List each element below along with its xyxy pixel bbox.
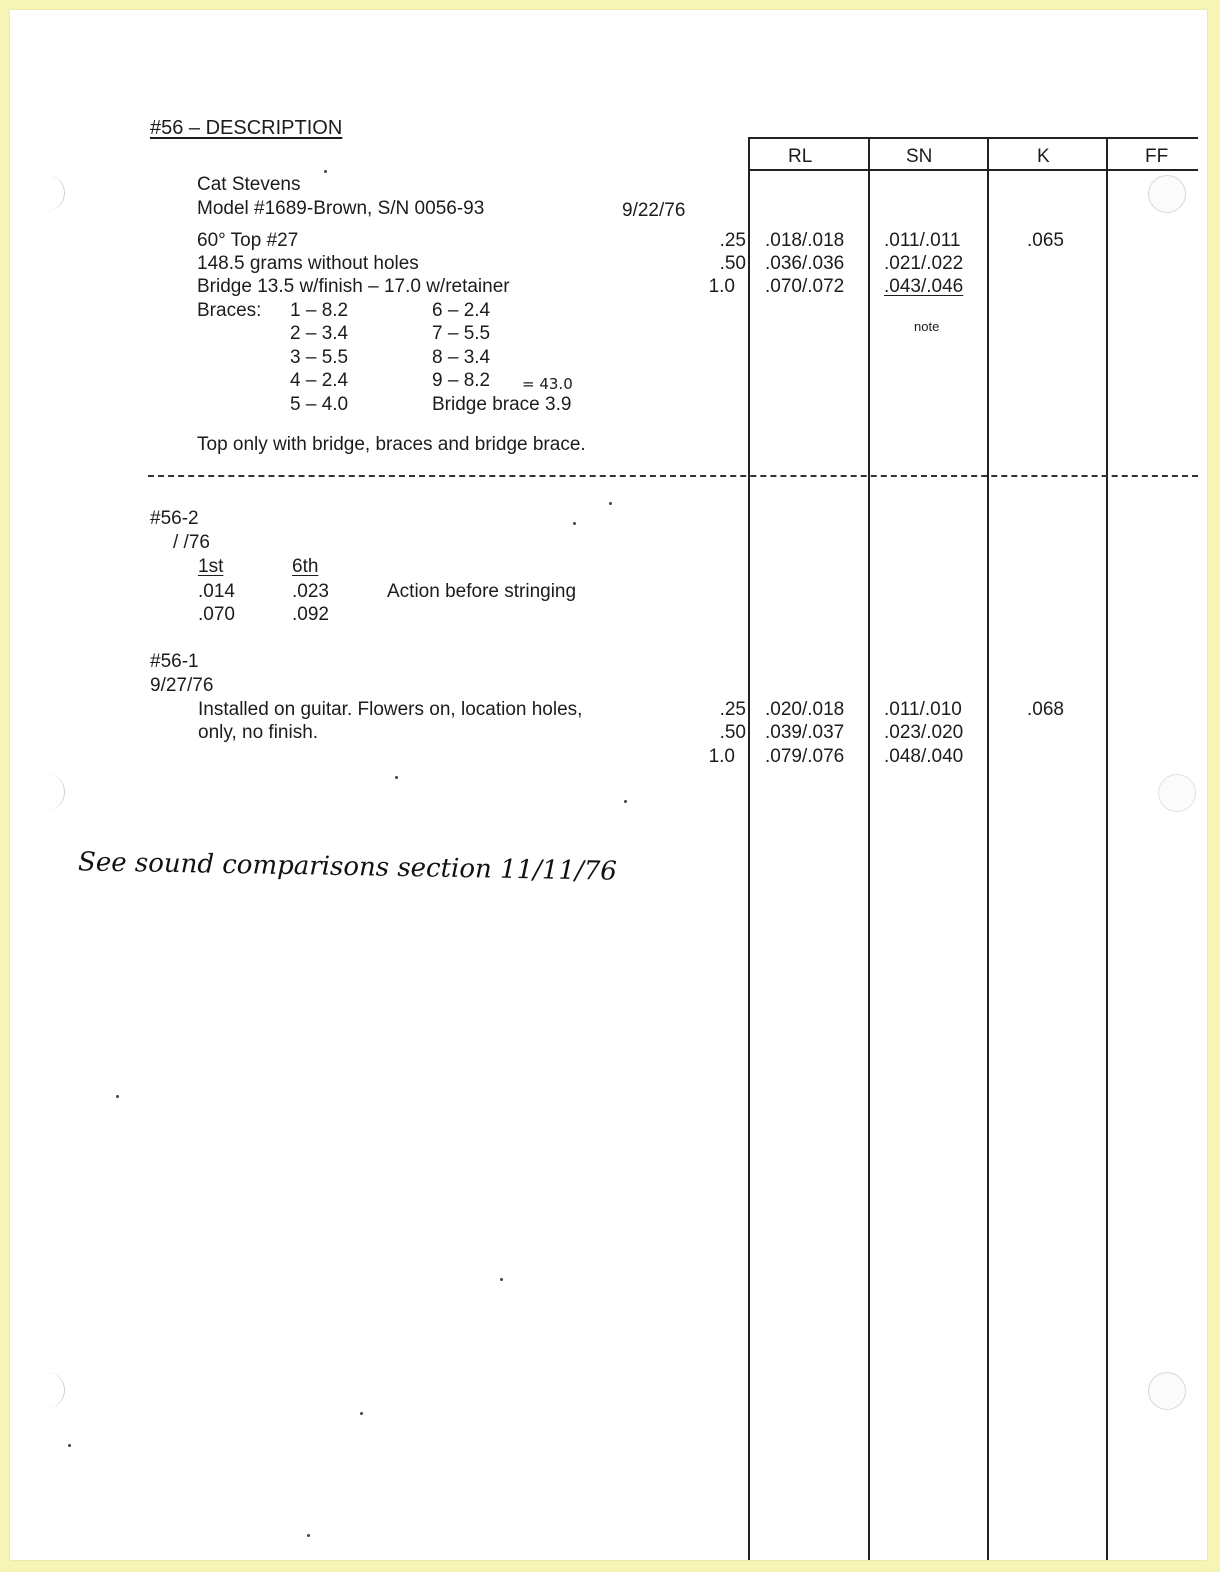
brace-value: 3 – 5.5 (290, 347, 349, 368)
action-value: .014 (198, 581, 235, 602)
sn-measurement: .043/.046 (884, 276, 964, 297)
scan-speck (307, 1534, 310, 1537)
action-value: .092 (292, 604, 329, 625)
handwritten-note: See sound comparisons section 11/11/76 (77, 847, 618, 887)
sn-measurement: .021/.022 (884, 253, 964, 274)
k-measurement: .068 (1027, 699, 1064, 720)
rl-measurement: .039/.037 (765, 722, 845, 743)
action-value: .070 (198, 604, 235, 625)
column-header-k: K (1037, 146, 1050, 167)
sn-measurement: .048/.040 (884, 746, 964, 767)
table-header-rule (748, 169, 1198, 171)
load-value: .50 (719, 253, 746, 274)
entry-date: / /76 (173, 532, 210, 553)
rl-measurement: .018/.018 (765, 230, 845, 251)
punch-hole-right-middle (1158, 774, 1196, 812)
column-divider-3 (987, 137, 989, 1560)
braces-label: Braces: (197, 300, 262, 321)
model-serial: Model #1689-Brown, S/N 0056-93 (197, 198, 485, 219)
document-page (10, 10, 1207, 1560)
scan-speck (609, 502, 612, 505)
column-divider-1 (748, 137, 750, 1560)
scan-speck (395, 776, 398, 779)
top-description: 60° Top #27 (197, 230, 299, 251)
punch-hole-left-bottom (34, 1372, 65, 1408)
scan-speck (116, 1095, 119, 1098)
rl-measurement: .079/.076 (765, 746, 845, 767)
entry-summary: Top only with bridge, braces and bridge brace. (197, 434, 586, 455)
brace-value: 4 – 2.4 (290, 370, 349, 391)
sn-measurement: .023/.020 (884, 722, 964, 743)
rl-measurement: .020/.018 (765, 699, 845, 720)
column-divider-2 (868, 137, 870, 1560)
bridge-brace: Bridge brace 3.9 (432, 394, 572, 415)
punch-hole-right-bottom (1148, 1372, 1186, 1410)
sn-measurement: .011/.010 (884, 699, 962, 720)
brace-value: 2 – 3.4 (290, 323, 349, 344)
bridge-description: Bridge 13.5 w/finish – 17.0 w/retainer (197, 276, 510, 297)
brace-value: 7 – 5.5 (432, 323, 491, 344)
rl-measurement: .070/.072 (765, 276, 845, 297)
scan-speck (500, 1278, 503, 1281)
brace-value: 5 – 4.0 (290, 394, 349, 415)
installation-note: Installed on guitar. Flowers on, location holes, (198, 699, 583, 720)
column-divider-4 (1106, 137, 1108, 1560)
punch-hole-right-top (1148, 175, 1186, 213)
action-value: .023 (292, 581, 329, 602)
brace-value: 9 – 8.2 (432, 370, 491, 391)
brace-value: 1 – 8.2 (290, 300, 349, 321)
rl-measurement: .036/.036 (765, 253, 845, 274)
scan-speck (68, 1444, 71, 1447)
brace-value: 6 – 2.4 (432, 300, 491, 321)
punch-hole-left-middle (34, 774, 65, 810)
punch-hole-left-top (34, 175, 65, 211)
entry-id: #56-2 (150, 508, 199, 529)
entry-date: 9/22/76 (622, 200, 686, 221)
section-separator (148, 475, 1198, 477)
scan-speck (624, 800, 627, 803)
entry-date: 9/27/76 (150, 675, 214, 696)
installation-note: only, no finish. (198, 722, 319, 743)
load-value: 1.0 (708, 276, 735, 297)
column-header-sn: SN (906, 146, 933, 167)
table-top-rule (748, 137, 1198, 139)
load-value: .25 (719, 230, 746, 251)
brace-value: 8 – 3.4 (432, 347, 491, 368)
load-value: 1.0 (708, 746, 735, 767)
load-value: .50 (719, 722, 746, 743)
weight-description: 148.5 grams without holes (197, 253, 419, 274)
braces-total-handwritten: = 43.0 (522, 375, 573, 393)
scan-speck (360, 1412, 363, 1415)
scan-speck (573, 522, 576, 525)
column-header-ff: FF (1145, 146, 1169, 167)
load-value: .25 (719, 699, 746, 720)
section-title: #56 – DESCRIPTION (150, 117, 343, 139)
sn-measurement: .011/.011 (884, 230, 961, 251)
column-header-rl: RL (788, 146, 813, 167)
action-note: Action before stringing (387, 581, 577, 602)
column-header-6th: 6th (292, 556, 319, 577)
k-measurement: .065 (1027, 230, 1064, 251)
scan-speck (324, 170, 327, 173)
sn-note: note (914, 319, 940, 334)
owner-name: Cat Stevens (197, 174, 301, 195)
column-header-1st: 1st (198, 556, 224, 577)
entry-id: #56-1 (150, 651, 199, 672)
